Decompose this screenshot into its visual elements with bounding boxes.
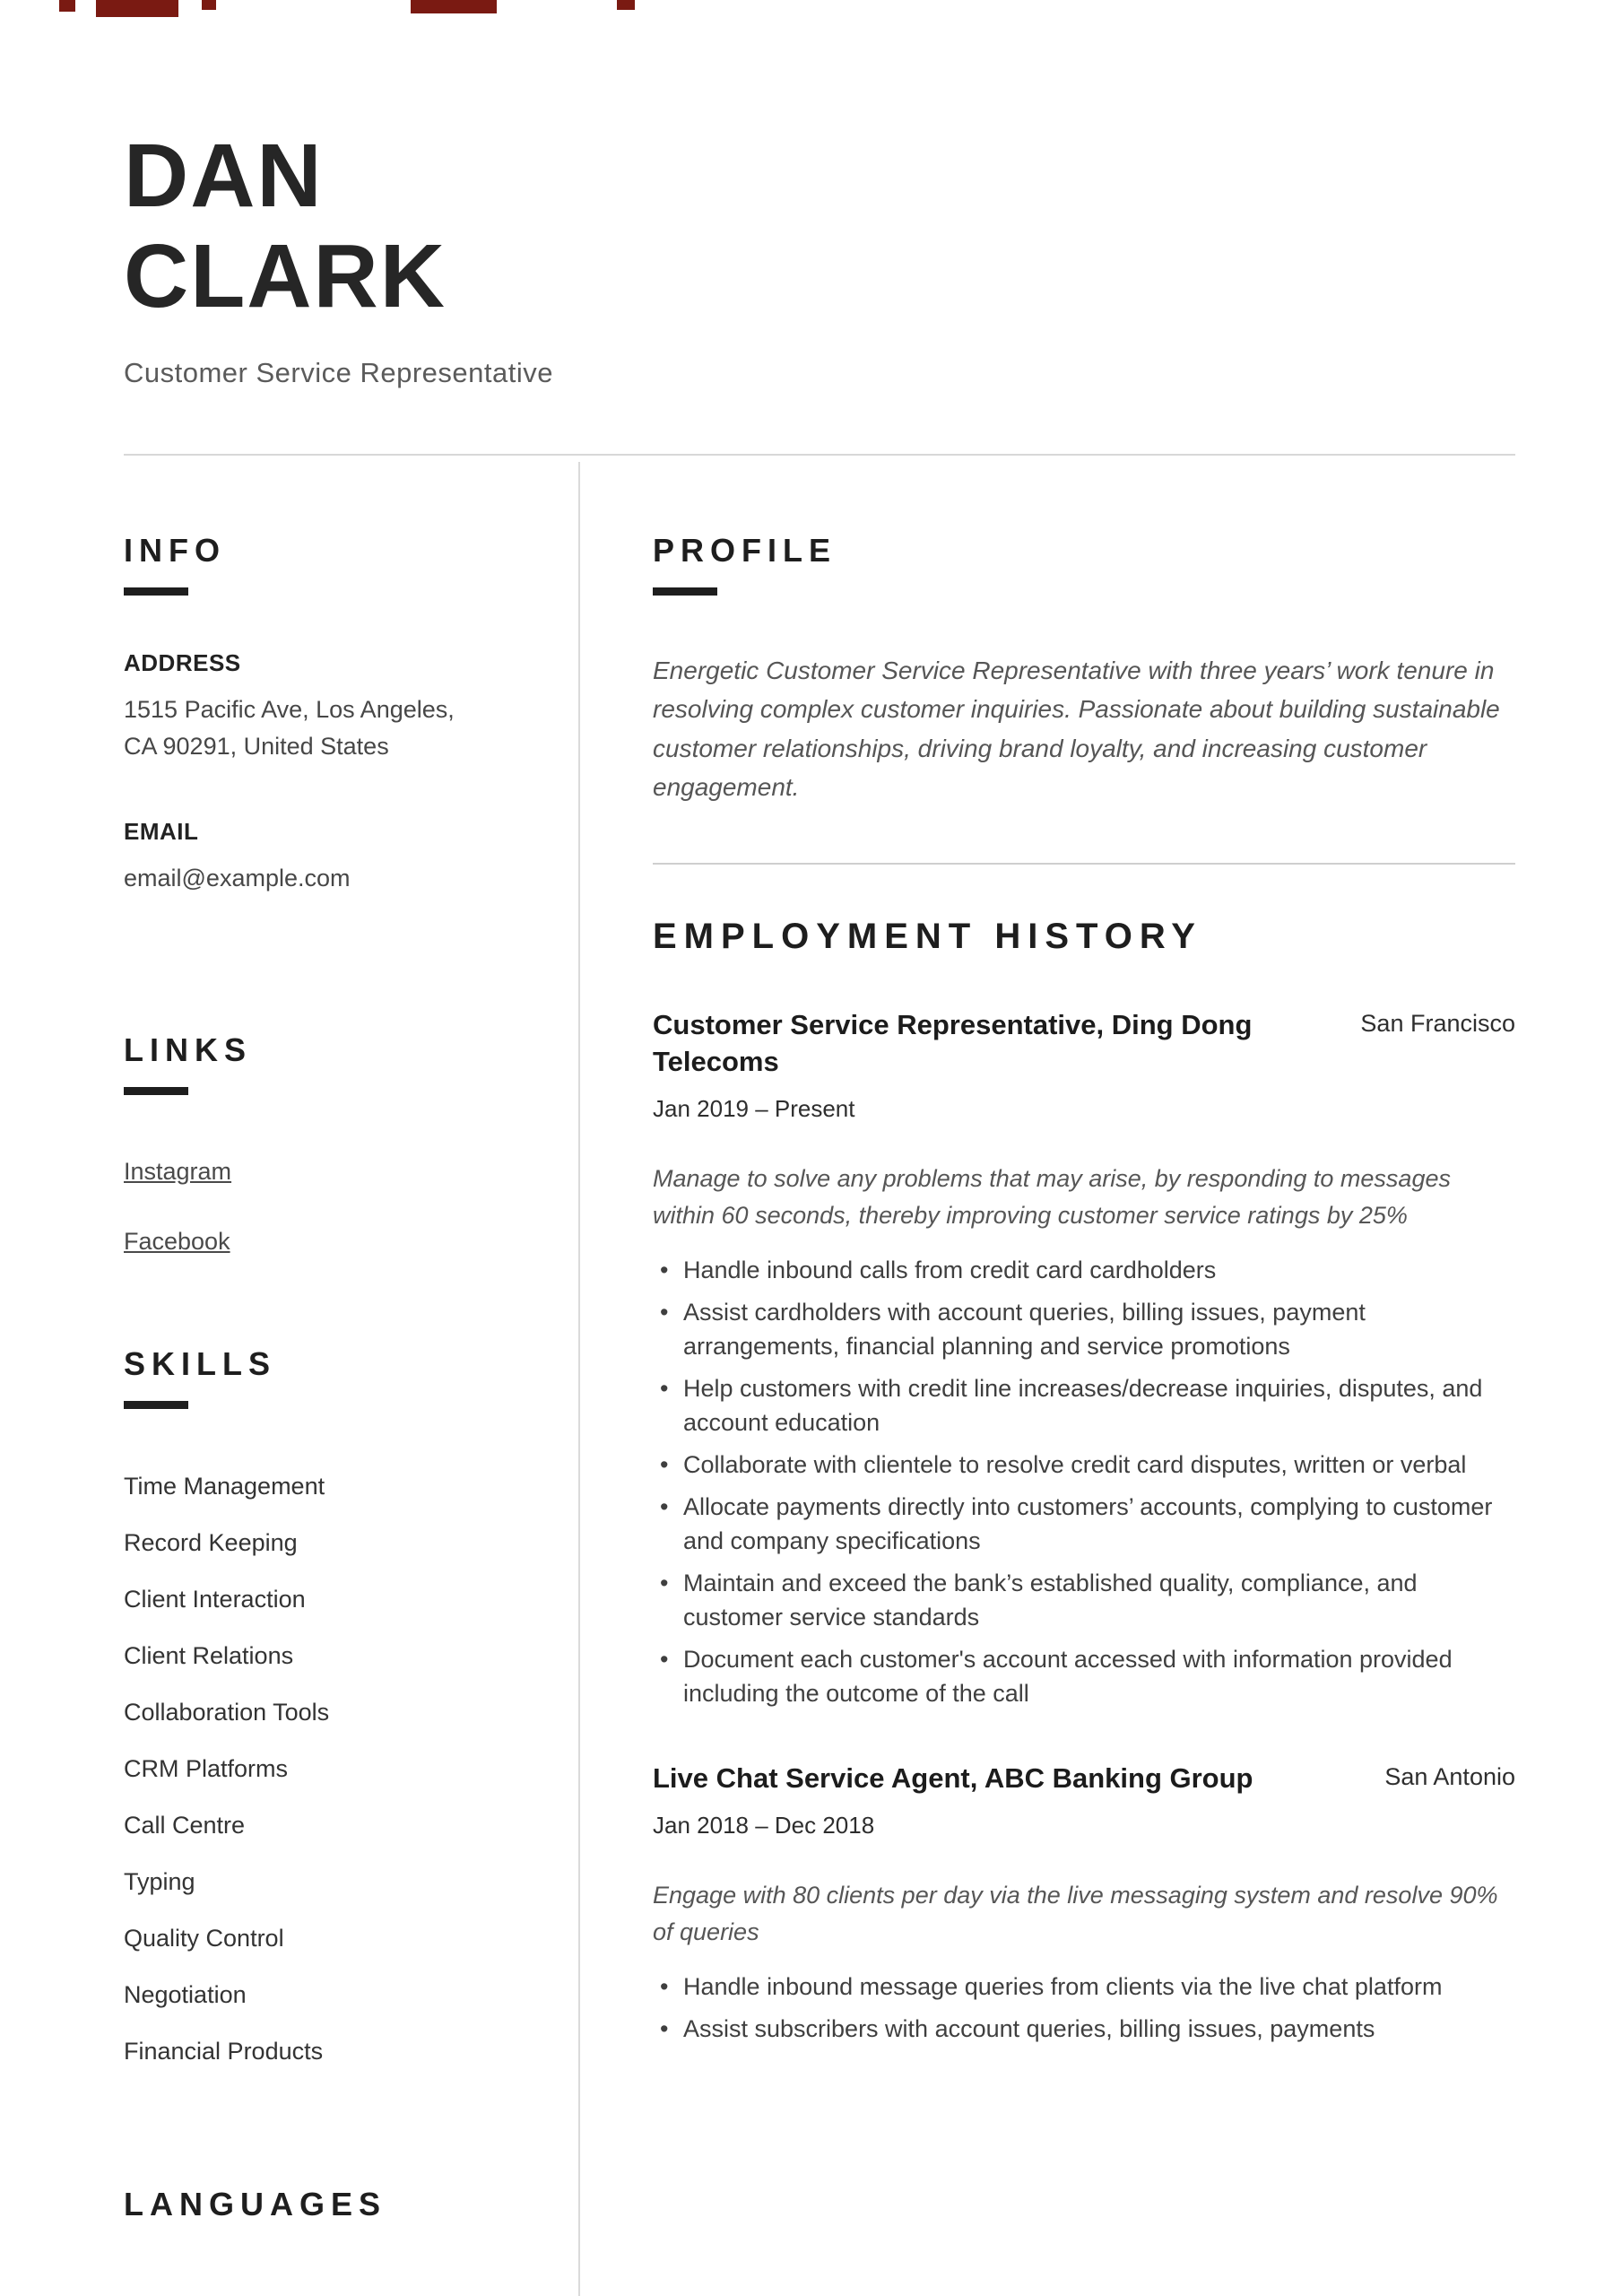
job-dates: Jan 2019 – Present [653,1095,855,1123]
job-bullet: • Help customers with credit line increases/decrease inquiries, disputes, and account education [653,1371,1515,1439]
section-underline [124,1087,188,1095]
job-entry [653,1006,1515,1711]
social-link[interactable]: Instagram [124,1157,232,1185]
job-bullets [653,1970,1515,2046]
section-underline [124,1401,188,1409]
job-bullet: • Assist subscribers with account queries, billing issues, payments [653,2012,1515,2046]
job-bullet: • Assist cardholders with account queries, billing issues, payment arrangements, financial planning and service promotions [653,1295,1515,1363]
top-artifact [59,0,75,12]
skill-item: Collaboration Tools [124,1698,330,1726]
skill-item: Client Relations [124,1641,294,1669]
job-bullet: • Handle inbound calls from credit card cardholders [653,1253,1515,1287]
section-info [124,532,505,897]
link-item [124,1228,505,1256]
job-location: San Francisco [1360,1009,1515,1037]
section-employment [653,917,1515,2047]
profile-text: Energetic Customer Service Representative with three years’ work tenure in resolving complex customer inquiries. Passionate about building sustainable customer relationships, driving brand loyalty, and increasing customer engagement. [653,657,1500,802]
vertical-divider [578,462,580,2296]
languages-heading: LANGUAGES [124,2185,387,2222]
job-bullet: • Allocate payments directly into customers’ accounts, complying to customer and company specifications [653,1490,1515,1558]
job-location: San Antonio [1384,1763,1515,1791]
section-underline [653,587,717,596]
links-heading: LINKS [124,1031,252,1068]
link-item [124,1158,505,1186]
address-line-1: 1515 Pacific Ave, Los Angeles, [124,696,455,723]
job-summary: Engage with 80 clients per day via the live messaging system and resolve 90% of queries [653,1882,1498,1945]
name-line-1: DAN [124,126,324,226]
profile-heading: PROFILE [653,532,837,569]
section-languages [124,2186,505,2223]
section-profile [653,532,1515,807]
columns [124,456,1515,2223]
social-link[interactable]: Facebook [124,1227,230,1255]
section-links [124,1031,505,1256]
skill-item: Time Management [124,1472,325,1500]
top-artifact [96,0,178,17]
job-bullet: • Collaborate with clientele to resolve credit card disputes, written or verbal [653,1448,1515,1482]
address-value [124,691,505,764]
job-header [653,1760,1515,1797]
skill-item: CRM Platforms [124,1754,289,1782]
name-line-2: CLARK [124,226,447,326]
skill-item: Financial Products [124,2037,324,2065]
job-title: Customer Service Representative, Ding Dong Telecoms [653,1008,1253,1078]
job-bullets [653,1253,1515,1710]
skills-list [124,1468,505,2069]
candidate-title: Customer Service Representative [124,357,553,388]
job-dates: Jan 2018 – Dec 2018 [653,1812,875,1839]
job-header [653,1006,1515,1082]
section-skills [124,1345,505,2069]
horizontal-divider [653,863,1515,865]
skill-item: Quality Control [124,1924,284,1952]
skill-item: Negotiation [124,1980,247,2008]
job-bullet: • Document each customer's account accessed with information provided including the outcome of the call [653,1642,1515,1710]
email-value: email@example.com [124,865,351,891]
job-bullet: • Handle inbound message queries from clients via the live chat platform [653,1970,1515,2004]
section-underline [124,587,188,596]
top-artifact [617,0,635,10]
address-line-2: CA 90291, United States [124,732,389,760]
job-summary: Manage to solve any problems that may arise, by responding to messages within 60 seconds, thereby improving customer service ratings by 25% [653,1165,1451,1229]
job-bullet: • Maintain and exceed the bank’s established quality, compliance, and customer service standards [653,1566,1515,1634]
info-heading: INFO [124,532,226,569]
candidate-name [124,126,1515,326]
skill-item: Call Centre [124,1811,246,1839]
top-artifact [202,0,216,10]
address-label: ADDRESS [124,649,241,676]
links-list [124,1158,505,1256]
job-entry [653,1760,1515,2046]
skill-item: Typing [124,1867,195,1895]
main-column [653,456,1515,2223]
sidebar [124,456,505,2223]
employment-heading: EMPLOYMENT HISTORY [653,916,1202,956]
skill-item: Record Keeping [124,1528,298,1556]
email-label: EMAIL [124,818,199,845]
skills-heading: SKILLS [124,1344,277,1382]
top-artifact [411,0,497,13]
job-title: Live Chat Service Agent, ABC Banking Group [653,1762,1253,1795]
skill-item: Client Interaction [124,1585,306,1613]
